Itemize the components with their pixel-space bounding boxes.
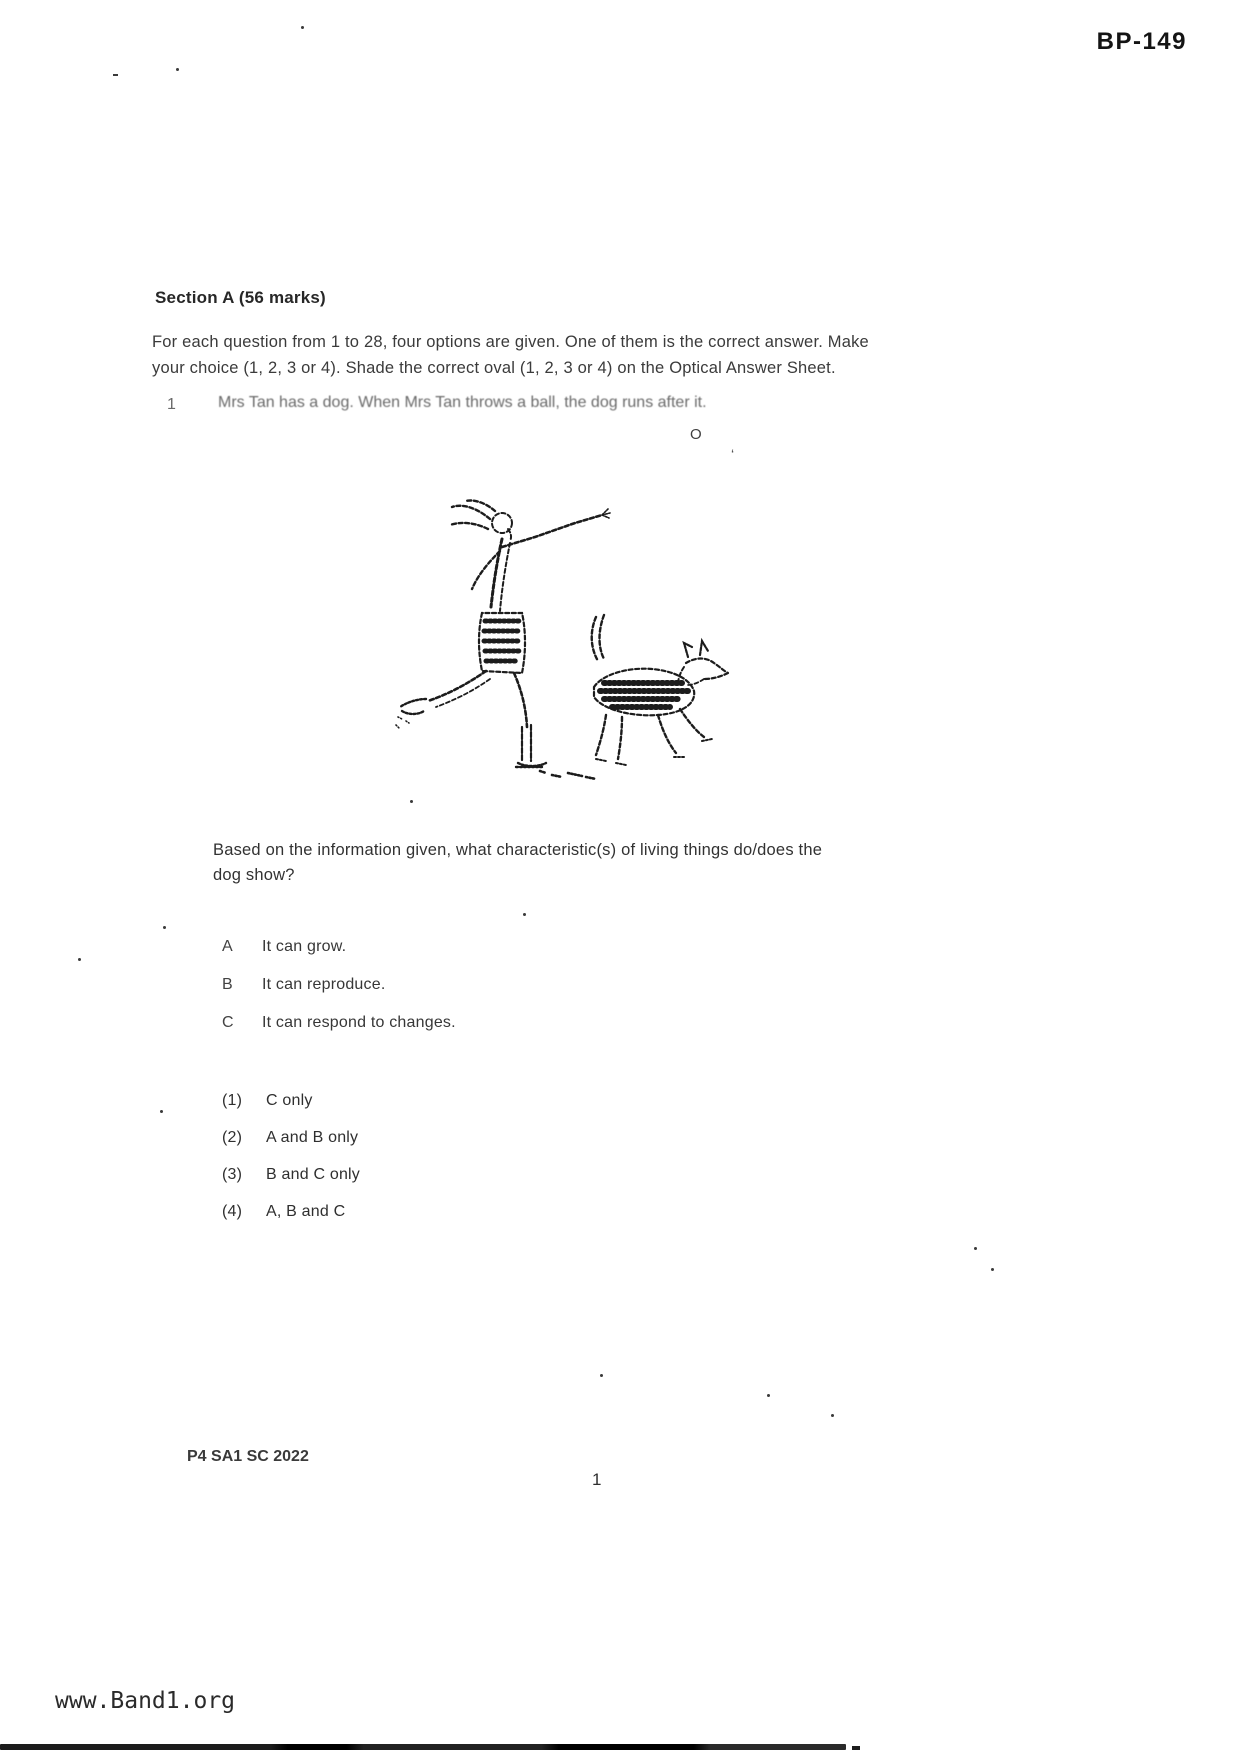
scan-speck: [176, 68, 179, 71]
scan-speck: [160, 1110, 163, 1113]
question-stem: Mrs Tan has a dog. When Mrs Tan throws a ball, the dog runs after it.: [218, 394, 707, 411]
statement-text: It can respond to changes.: [262, 1014, 456, 1031]
choice-label: (1): [222, 1092, 243, 1109]
scan-tick-mark: ‘: [731, 446, 735, 462]
scan-speck: [78, 958, 81, 961]
choice-text: A and B only: [266, 1129, 359, 1146]
statement-row-c: [222, 1014, 456, 1032]
woman-and-dog-sketch-image: [390, 495, 740, 795]
scan-speck: [767, 1394, 770, 1397]
choice-text: A, B and C: [266, 1203, 346, 1220]
scan-speck: [163, 926, 166, 929]
question-illustration: [390, 495, 740, 795]
question-body: Based on the information given, what characteristic(s) of living things do/does the dog show?: [213, 841, 823, 884]
scan-speck: [523, 913, 526, 916]
scan-speck: [113, 74, 118, 76]
page-number: 1: [592, 1470, 602, 1489]
statement-row-a: [222, 938, 346, 956]
scan-speck: [831, 1414, 834, 1417]
watermark-url: www.Band1.org: [55, 1688, 236, 1714]
statement-label: A: [222, 938, 233, 955]
scan-edge-bar: [0, 1744, 846, 1750]
statement-text: It can grow.: [262, 938, 347, 955]
scan-o-mark: O: [690, 426, 702, 443]
paper-footer-code: P4 SA1 SC 2022: [187, 1448, 309, 1465]
scan-edge-dot: [852, 1746, 860, 1750]
choice-text: C only: [266, 1092, 313, 1109]
scan-speck: [974, 1247, 977, 1250]
choice-label: (3): [222, 1166, 243, 1183]
choice-label: (4): [222, 1203, 243, 1220]
scan-speck: [301, 26, 304, 29]
scan-speck: [410, 800, 413, 803]
scan-speck: [600, 1374, 603, 1377]
scan-speck: [991, 1268, 994, 1271]
question-number: 1: [167, 396, 177, 413]
choice-row-4: [222, 1203, 345, 1221]
choice-label: (2): [222, 1129, 243, 1146]
booklet-code: BP-149: [1096, 28, 1187, 55]
choice-row-3: [222, 1166, 360, 1184]
statement-text: It can reproduce.: [262, 976, 386, 993]
section-title: Section A (56 marks): [155, 288, 326, 307]
statement-label: C: [222, 1014, 234, 1031]
choice-row-2: [222, 1129, 358, 1147]
statement-label: B: [222, 976, 233, 993]
choice-row-1: [222, 1092, 313, 1110]
statement-row-b: [222, 976, 385, 994]
section-instructions: For each question from 1 to 28, four options are given. One of them is the correct answer. Make your choice (1, 2, 3 or 4). Shade the correct oval (1, 2, 3 or 4) on the Optical Answer Sheet.: [152, 333, 869, 377]
choice-text: B and C only: [266, 1166, 361, 1183]
